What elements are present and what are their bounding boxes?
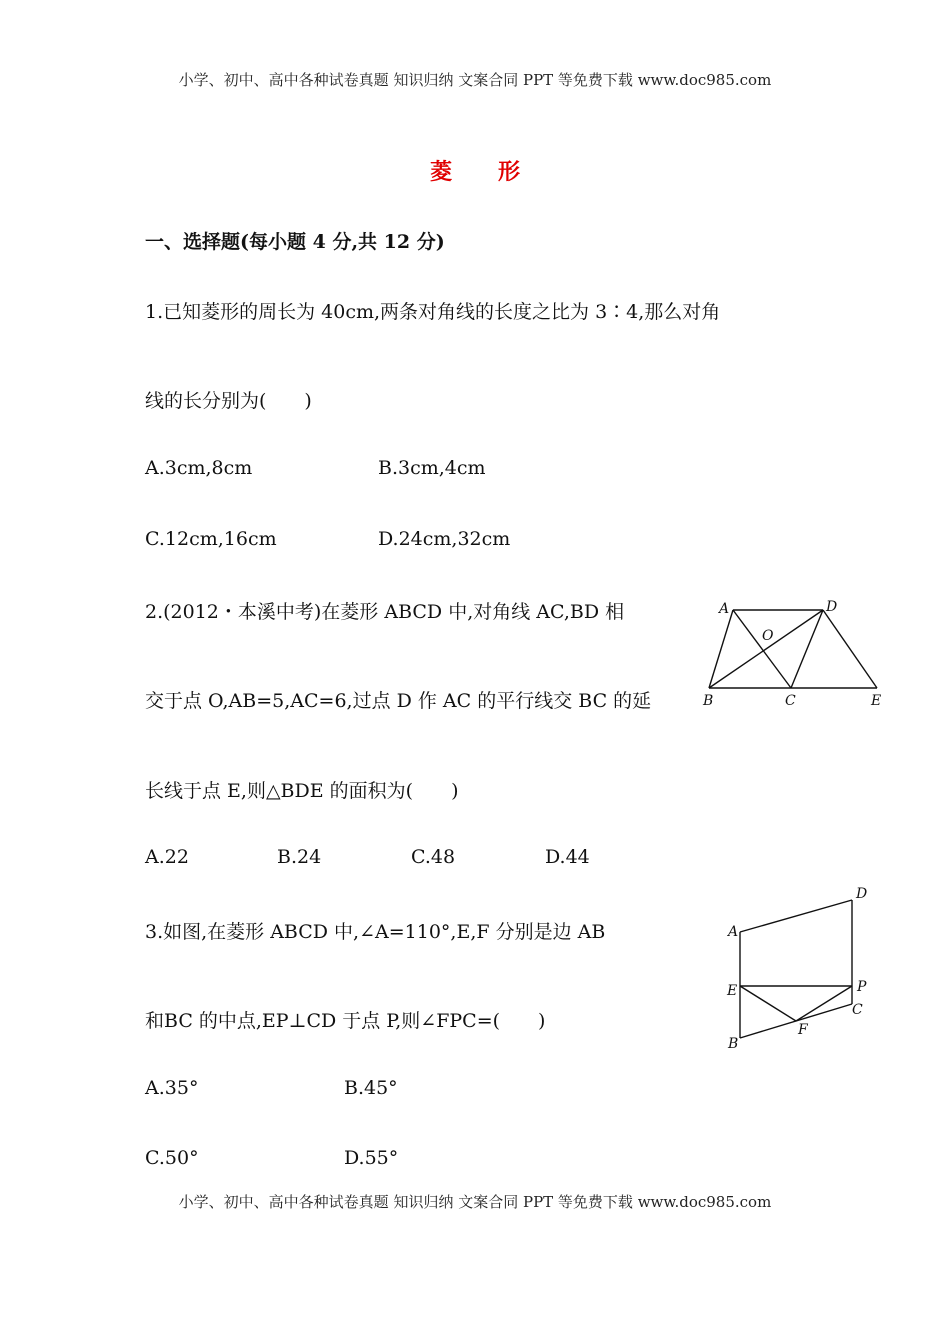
q3-option-d: D.55° bbox=[344, 1147, 399, 1169]
section-heading: 一、选择题(每小题 4 分,共 12 分) bbox=[145, 231, 445, 253]
q2-option-a: A.22 bbox=[145, 846, 189, 868]
q1-option-b: B.3cm,4cm bbox=[378, 457, 486, 479]
q3-line-1: 3.如图,在菱形 ABCD 中,∠A=110°,E,F 分别是边 AB bbox=[145, 921, 606, 943]
q1-line-2: 线的长分别为( ) bbox=[145, 390, 312, 412]
q2-line-3: 长线于点 E,则△BDE 的面积为( ) bbox=[145, 780, 459, 802]
q2-label-b: B bbox=[703, 693, 714, 709]
page-title-char-1: 菱 bbox=[430, 159, 455, 185]
q3-label-e: E bbox=[727, 983, 738, 999]
q2-segment-ab bbox=[709, 610, 733, 688]
q1-option-d: D.24cm,32cm bbox=[378, 528, 511, 550]
q2-line-2: 交于点 O,AB=5,AC=6,过点 D 作 AC 的平行线交 BC 的延 bbox=[145, 690, 652, 712]
q3-label-a: A bbox=[728, 924, 739, 940]
q2-option-d: D.44 bbox=[545, 846, 590, 868]
q3-segment-pf bbox=[796, 986, 852, 1021]
q2-label-a: A bbox=[719, 601, 730, 617]
page-footer: 小学、初中、高中各种试卷真题 知识归纳 文案合同 PPT 等免费下载 www.doc985.com bbox=[178, 1193, 772, 1211]
q3-label-c: C bbox=[852, 1002, 863, 1018]
q2-diagonal-ac bbox=[733, 610, 791, 688]
q2-line-1: 2.(2012・本溪中考)在菱形 ABCD 中,对角线 AC,BD 相 bbox=[145, 601, 625, 623]
q2-option-c: C.48 bbox=[411, 846, 456, 868]
q2-label-c: C bbox=[785, 693, 796, 709]
q2-label-e: E bbox=[871, 693, 882, 709]
q3-option-a: A.35° bbox=[145, 1077, 199, 1099]
q1-option-a: A.3cm,8cm bbox=[145, 457, 253, 479]
q2-rhombus-figure bbox=[695, 592, 895, 716]
page-header: 小学、初中、高中各种试卷真题 知识归纳 文案合同 PPT 等免费下载 www.doc985.com bbox=[178, 71, 772, 89]
q3-option-b: B.45° bbox=[344, 1077, 398, 1099]
q3-label-p: P bbox=[857, 979, 867, 995]
q3-option-c: C.50° bbox=[145, 1147, 199, 1169]
q3-label-f: F bbox=[798, 1022, 808, 1038]
q2-segment-de bbox=[823, 610, 877, 688]
q3-segment-ad bbox=[740, 900, 852, 932]
page-title-char-2: 形 bbox=[498, 159, 523, 185]
q2-option-b: B.24 bbox=[277, 846, 322, 868]
q3-line-2: 和BC 的中点,EP⊥CD 于点 P,则∠FPC=( ) bbox=[145, 1010, 546, 1032]
q3-rhombus-figure bbox=[720, 880, 880, 1056]
q3-label-d: D bbox=[856, 886, 868, 902]
q2-diagonal-bd bbox=[709, 610, 823, 688]
q3-label-b: B bbox=[728, 1036, 739, 1052]
q1-option-c: C.12cm,16cm bbox=[145, 528, 277, 550]
q2-label-d: D bbox=[826, 599, 838, 615]
q3-segment-ef bbox=[740, 986, 796, 1021]
q1-line-1: 1.已知菱形的周长为 40cm,两条对角线的长度之比为 3∶4,那么对角 bbox=[145, 301, 721, 323]
q2-label-o: O bbox=[762, 628, 774, 644]
